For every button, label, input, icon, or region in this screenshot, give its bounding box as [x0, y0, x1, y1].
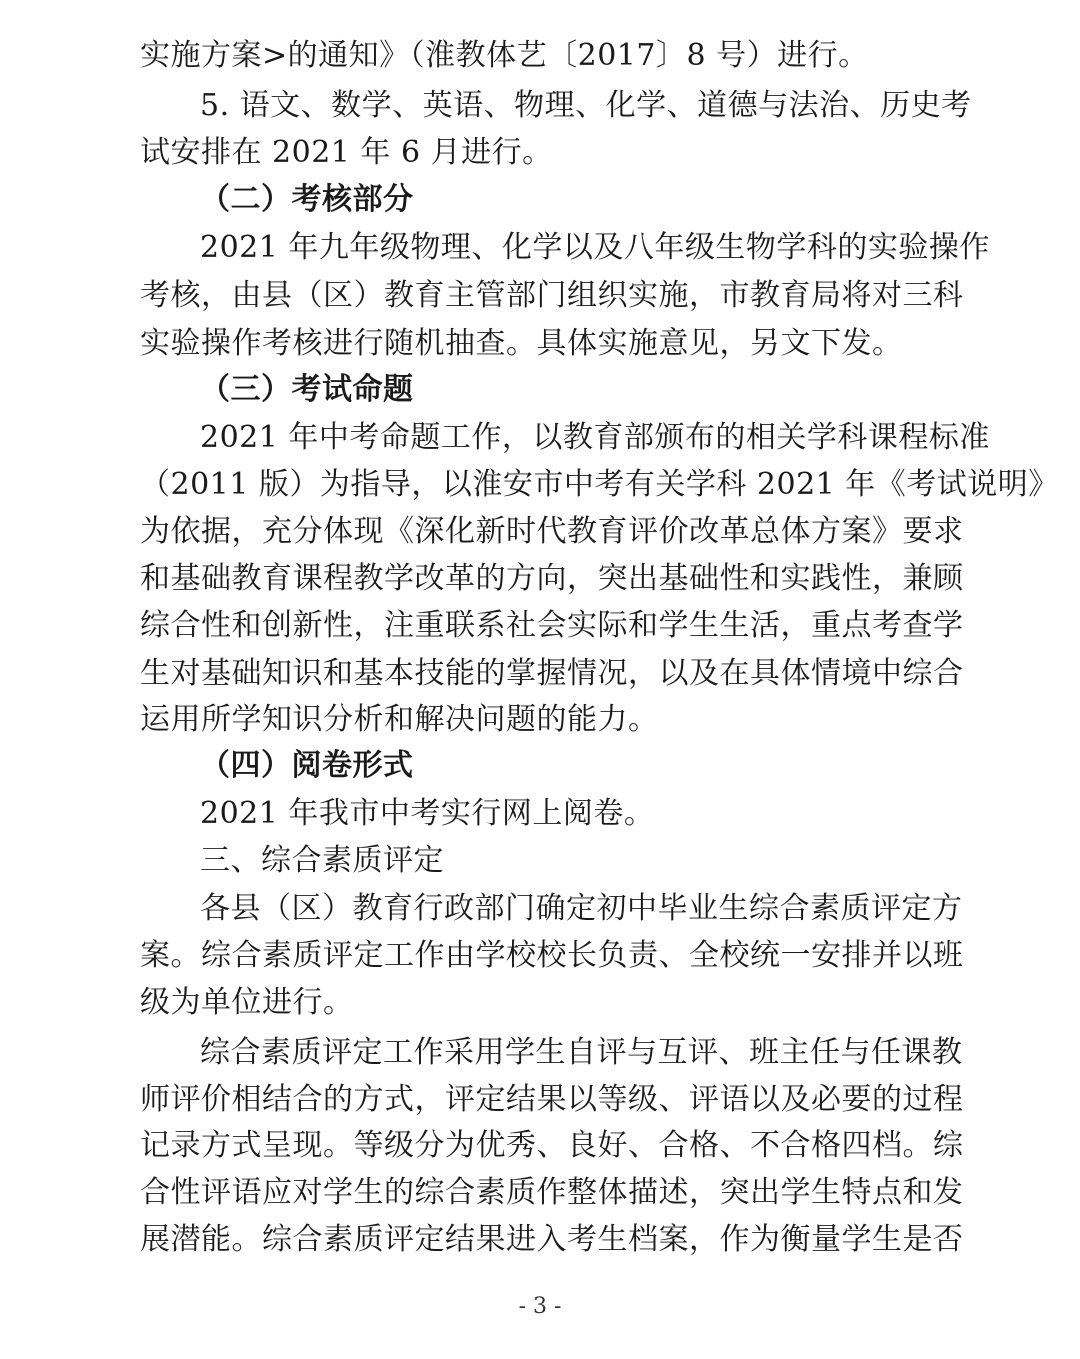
text-line: 实验操作考核进行随机抽查。具体实施意见，另文下发。	[140, 326, 903, 361]
text-line: 生对基础知识和基本技能的掌握情况，以及在具体情境中综合	[140, 656, 964, 691]
text-line: 记录方式呈现。等级分为优秀、良好、合格、不合格四档。综	[140, 1128, 964, 1163]
text-line: 5. 语文、数学、英语、物理、化学、道德与法治、历史考	[200, 88, 972, 123]
text-line: 级为单位进行。	[140, 985, 354, 1020]
section-heading: （二）考核部分	[200, 182, 414, 217]
text-line: （2011 版）为指导，以淮安市中考有关学科 2021 年《考试说明》	[140, 467, 1059, 502]
page-number: - 3 -	[518, 1294, 562, 1319]
text-line: 各县（区）教育行政部门确定初中毕业生综合素质评定方	[200, 891, 963, 926]
text-line: 实施方案>的通知》（淮教体艺〔2017〕8 号）进行。	[140, 38, 869, 73]
text-line: 案。综合素质评定工作由学校校长负责、全校统一安排并以班	[140, 938, 964, 973]
text-line: 综合素质评定工作采用学生自评与互评、班主任与任课教	[200, 1035, 963, 1070]
text-line: 2021 年九年级物理、化学以及八年级生物学科的实验操作	[200, 230, 990, 265]
text-line: 合性评语应对学生的综合素质作整体描述，突出学生特点和发	[140, 1175, 964, 1210]
section-title: 三、综合素质评定	[200, 843, 444, 878]
text-line: 运用所学知识分析和解决问题的能力。	[140, 702, 659, 737]
text-line: 为依据，充分体现《深化新时代教育评价改革总体方案》要求	[140, 514, 964, 549]
section-heading: （三）考试命题	[200, 372, 414, 407]
text-line: 师评价相结合的方式，评定结果以等级、评语以及必要的过程	[140, 1082, 964, 1117]
section-heading: （四）阅卷形式	[200, 748, 414, 783]
text-line: 2021 年我市中考实行网上阅卷。	[200, 796, 655, 831]
text-line: 和基础教育课程教学改革的方向，突出基础性和实践性，兼顾	[140, 561, 964, 596]
text-line: 2021 年中考命题工作，以教育部颁布的相关学科课程标准	[200, 420, 990, 455]
text-line: 考核，由县（区）教育主管部门组织实施，市教育局将对三科	[140, 278, 964, 313]
text-line: 试安排在 2021 年 6 月进行。	[140, 135, 553, 170]
text-line: 展潜能。综合素质评定结果进入考生档案，作为衡量学生是否	[140, 1222, 964, 1257]
text-line: 综合性和创新性，注重联系社会实际和学生生活，重点考查学	[140, 608, 964, 643]
